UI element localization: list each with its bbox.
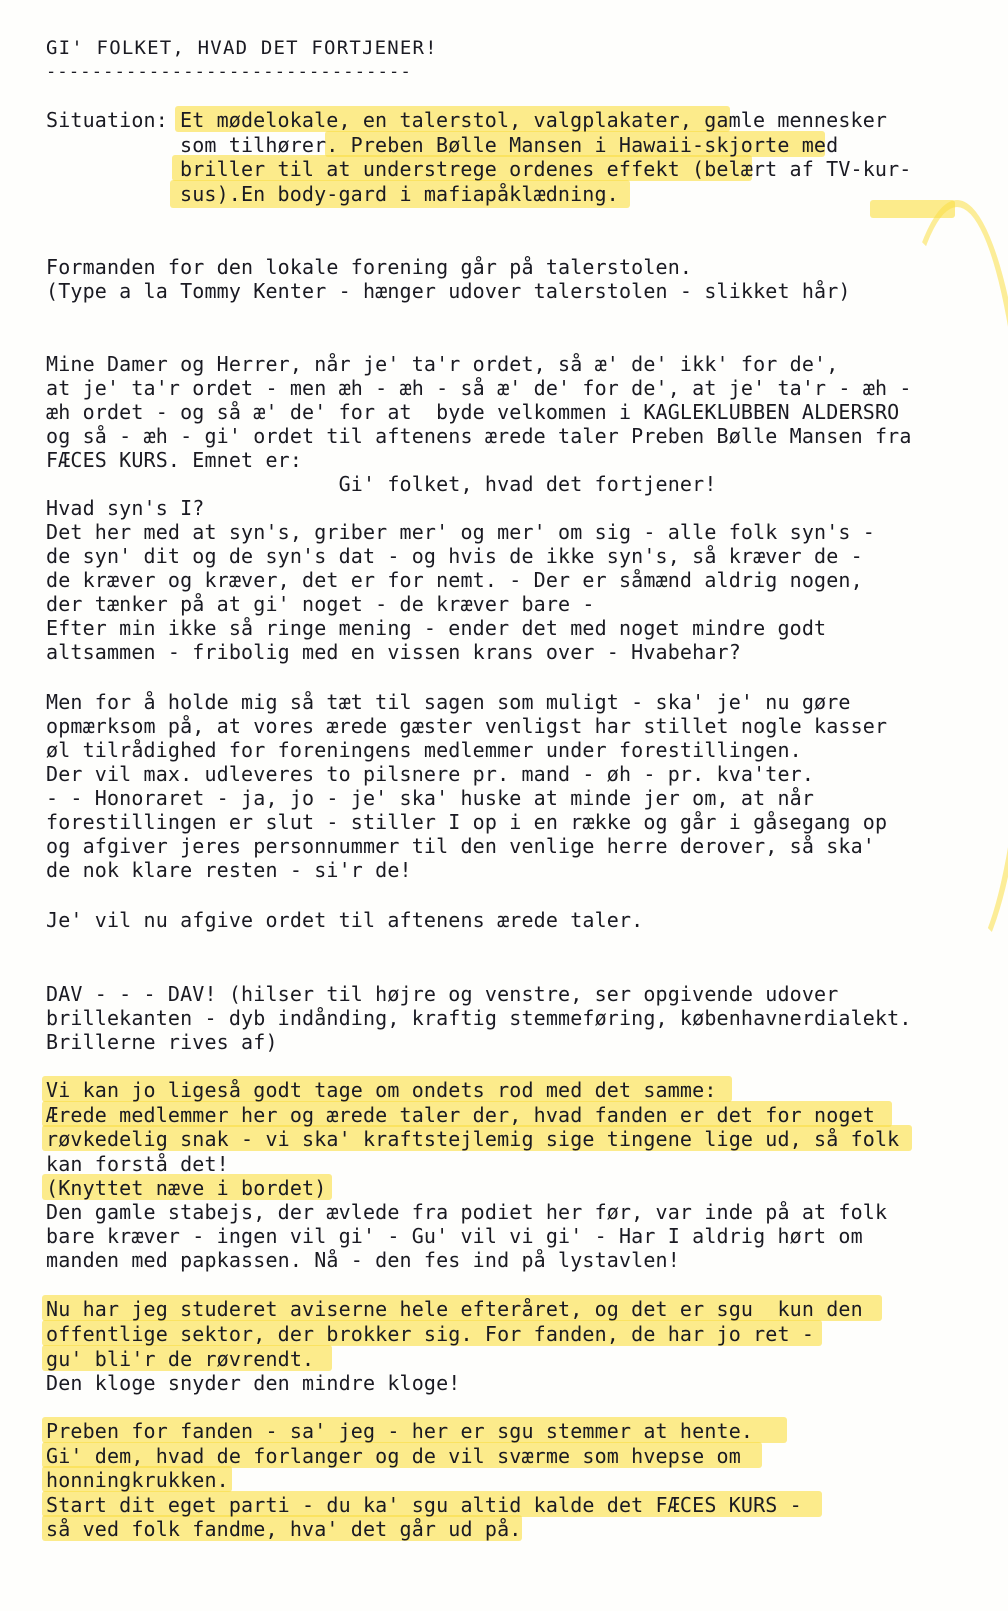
- speech-line: bare kræver - ingen vil gi' - Gu' vil vi gi' - Har I aldrig hørt om: [46, 1224, 863, 1248]
- speech-line: Preben for fanden - sa' jeg - her er sgu stemmer at hente.: [46, 1419, 754, 1443]
- speech-line: Vi kan jo ligeså godt tage om ondets rod med det samme:: [46, 1078, 717, 1102]
- speech-line: øl tilrådighed for foreningens medlemmer under forestillingen.: [46, 738, 802, 762]
- speech-line: altsammen - fribolig med en vissen krans over - Hvabehar?: [46, 640, 741, 664]
- speech-line: Hvad syn's I?: [46, 496, 205, 520]
- speech-line: røvkedelig snak - vi ska' kraftstejlemig sige tingene lige ud, så folk: [46, 1127, 900, 1151]
- speech-line: honningkrukken.: [46, 1468, 229, 1492]
- stage-direction: (Type a la Tommy Kenter - hænger udover talerstolen - slikket hår): [46, 279, 851, 303]
- speech-line: Mine Damer og Herrer, når je' ta'r ordet, så æ' de' ikk' for de',: [46, 352, 839, 376]
- speech-line: DAV - - - DAV! (hilser til højre og venstre, ser opgivende udover: [46, 982, 839, 1006]
- stage-direction: Formanden for den lokale forening går på talerstolen.: [46, 255, 693, 279]
- speech-line: Je' vil nu afgive ordet til aftenens ærede taler.: [46, 908, 644, 932]
- situation-line: Et mødelokale, en talerstol, valgplakater, gamle mennesker: [180, 108, 888, 132]
- speech-line: Det her med at syn's, griber mer' og mer' om sig - alle folk syn's -: [46, 520, 875, 544]
- speech-line: - - Honoraret - ja, jo - je' ska' huske at minde jer om, at når: [46, 786, 815, 810]
- speech-line: æh ordet - og så æ' de' for at byde velkommen i KAGLEKLUBBEN ALDERSRO: [46, 400, 900, 424]
- speech-line: Nu har jeg studeret aviserne hele efteråret, og det er sgu kun den: [46, 1297, 863, 1321]
- speech-line: offentlige sektor, der brokker sig. For fanden, de har jo ret -: [46, 1322, 815, 1346]
- highlighter-stroke-margin: [880, 200, 1008, 974]
- speech-line: og så - æh - gi' ordet til aftenens ærede taler Preben Bølle Mansen fra: [46, 424, 912, 448]
- speech-line: (Knyttet næve i bordet): [46, 1176, 327, 1200]
- speech-line: og afgiver jeres personnummer til den venlige herre derover, så ska': [46, 834, 875, 858]
- speech-line: Gi' folket, hvad det fortjener!: [46, 472, 717, 496]
- speech-line: så ved folk fandme, hva' det går ud på.: [46, 1517, 522, 1541]
- speech-line: Ærede medlemmer her og ærede taler der, hvad fanden er det for noget: [46, 1103, 875, 1127]
- title-underline: --------------------------------: [46, 62, 412, 82]
- speech-line: opmærksom på, at vores ærede gæster venligst har stillet nogle kasser: [46, 714, 888, 738]
- speech-line: Men for å holde mig så tæt til sagen som muligt - ska' je' nu gøre: [46, 690, 851, 714]
- speech-line: Efter min ikke så ringe mening - ender det med noget mindre godt: [46, 616, 827, 640]
- situation-line: sus).En body-gard i mafiapåklædning.: [180, 182, 619, 206]
- speech-line: Der vil max. udleveres to pilsnere pr. mand - øh - pr. kva'ter.: [46, 762, 815, 786]
- speech-line: der tænker på at gi' noget - de kræver bare -: [46, 592, 595, 616]
- speech-line: manden med papkassen. Nå - den fes ind på lystavlen!: [46, 1248, 680, 1272]
- speech-line: FÆCES KURS. Emnet er:: [46, 448, 303, 472]
- speech-line: de kræver og kræver, det er for nemt. - Der er såmænd aldrig nogen,: [46, 568, 863, 592]
- speech-line: Start dit eget parti - du ka' sgu altid kalde det FÆCES KURS -: [46, 1493, 802, 1517]
- page-title: GI' FOLKET, HVAD DET FORTJENER!: [46, 37, 438, 59]
- speech-line: kan forstå det!: [46, 1152, 229, 1176]
- speech-line: de nok klare resten - si'r de!: [46, 858, 412, 882]
- speech-line: de syn' dit og de syn's dat - og hvis de ikke syn's, så kræver de -: [46, 544, 863, 568]
- speech-line: at je' ta'r ordet - men æh - æh - så æ' de' for de', at je' ta'r - æh -: [46, 376, 912, 400]
- speech-line: Brillerne rives af): [46, 1030, 278, 1054]
- speech-line: Den gamle stabejs, der ævlede fra podiet her før, var inde på at folk: [46, 1200, 888, 1224]
- situation-line: briller til at understrege ordenes effekt (belært af TV-kur-: [180, 157, 912, 181]
- speech-line: forestillingen er slut - stiller I op i en række og går i gåsegang op: [46, 810, 888, 834]
- speech-line: gu' bli'r de røvrendt.: [46, 1347, 315, 1371]
- situation-label: Situation:: [46, 108, 168, 132]
- speech-line: Den kloge snyder den mindre kloge!: [46, 1371, 461, 1395]
- speech-line: brillekanten - dyb indånding, kraftig stemmeføring, københavnerdialekt.: [46, 1006, 912, 1030]
- speech-line: Gi' dem, hvad de forlanger og de vil sværme som hvepse om: [46, 1444, 741, 1468]
- situation-line: som tilhører. Preben Bølle Mansen i Hawaii-skjorte med: [180, 133, 839, 157]
